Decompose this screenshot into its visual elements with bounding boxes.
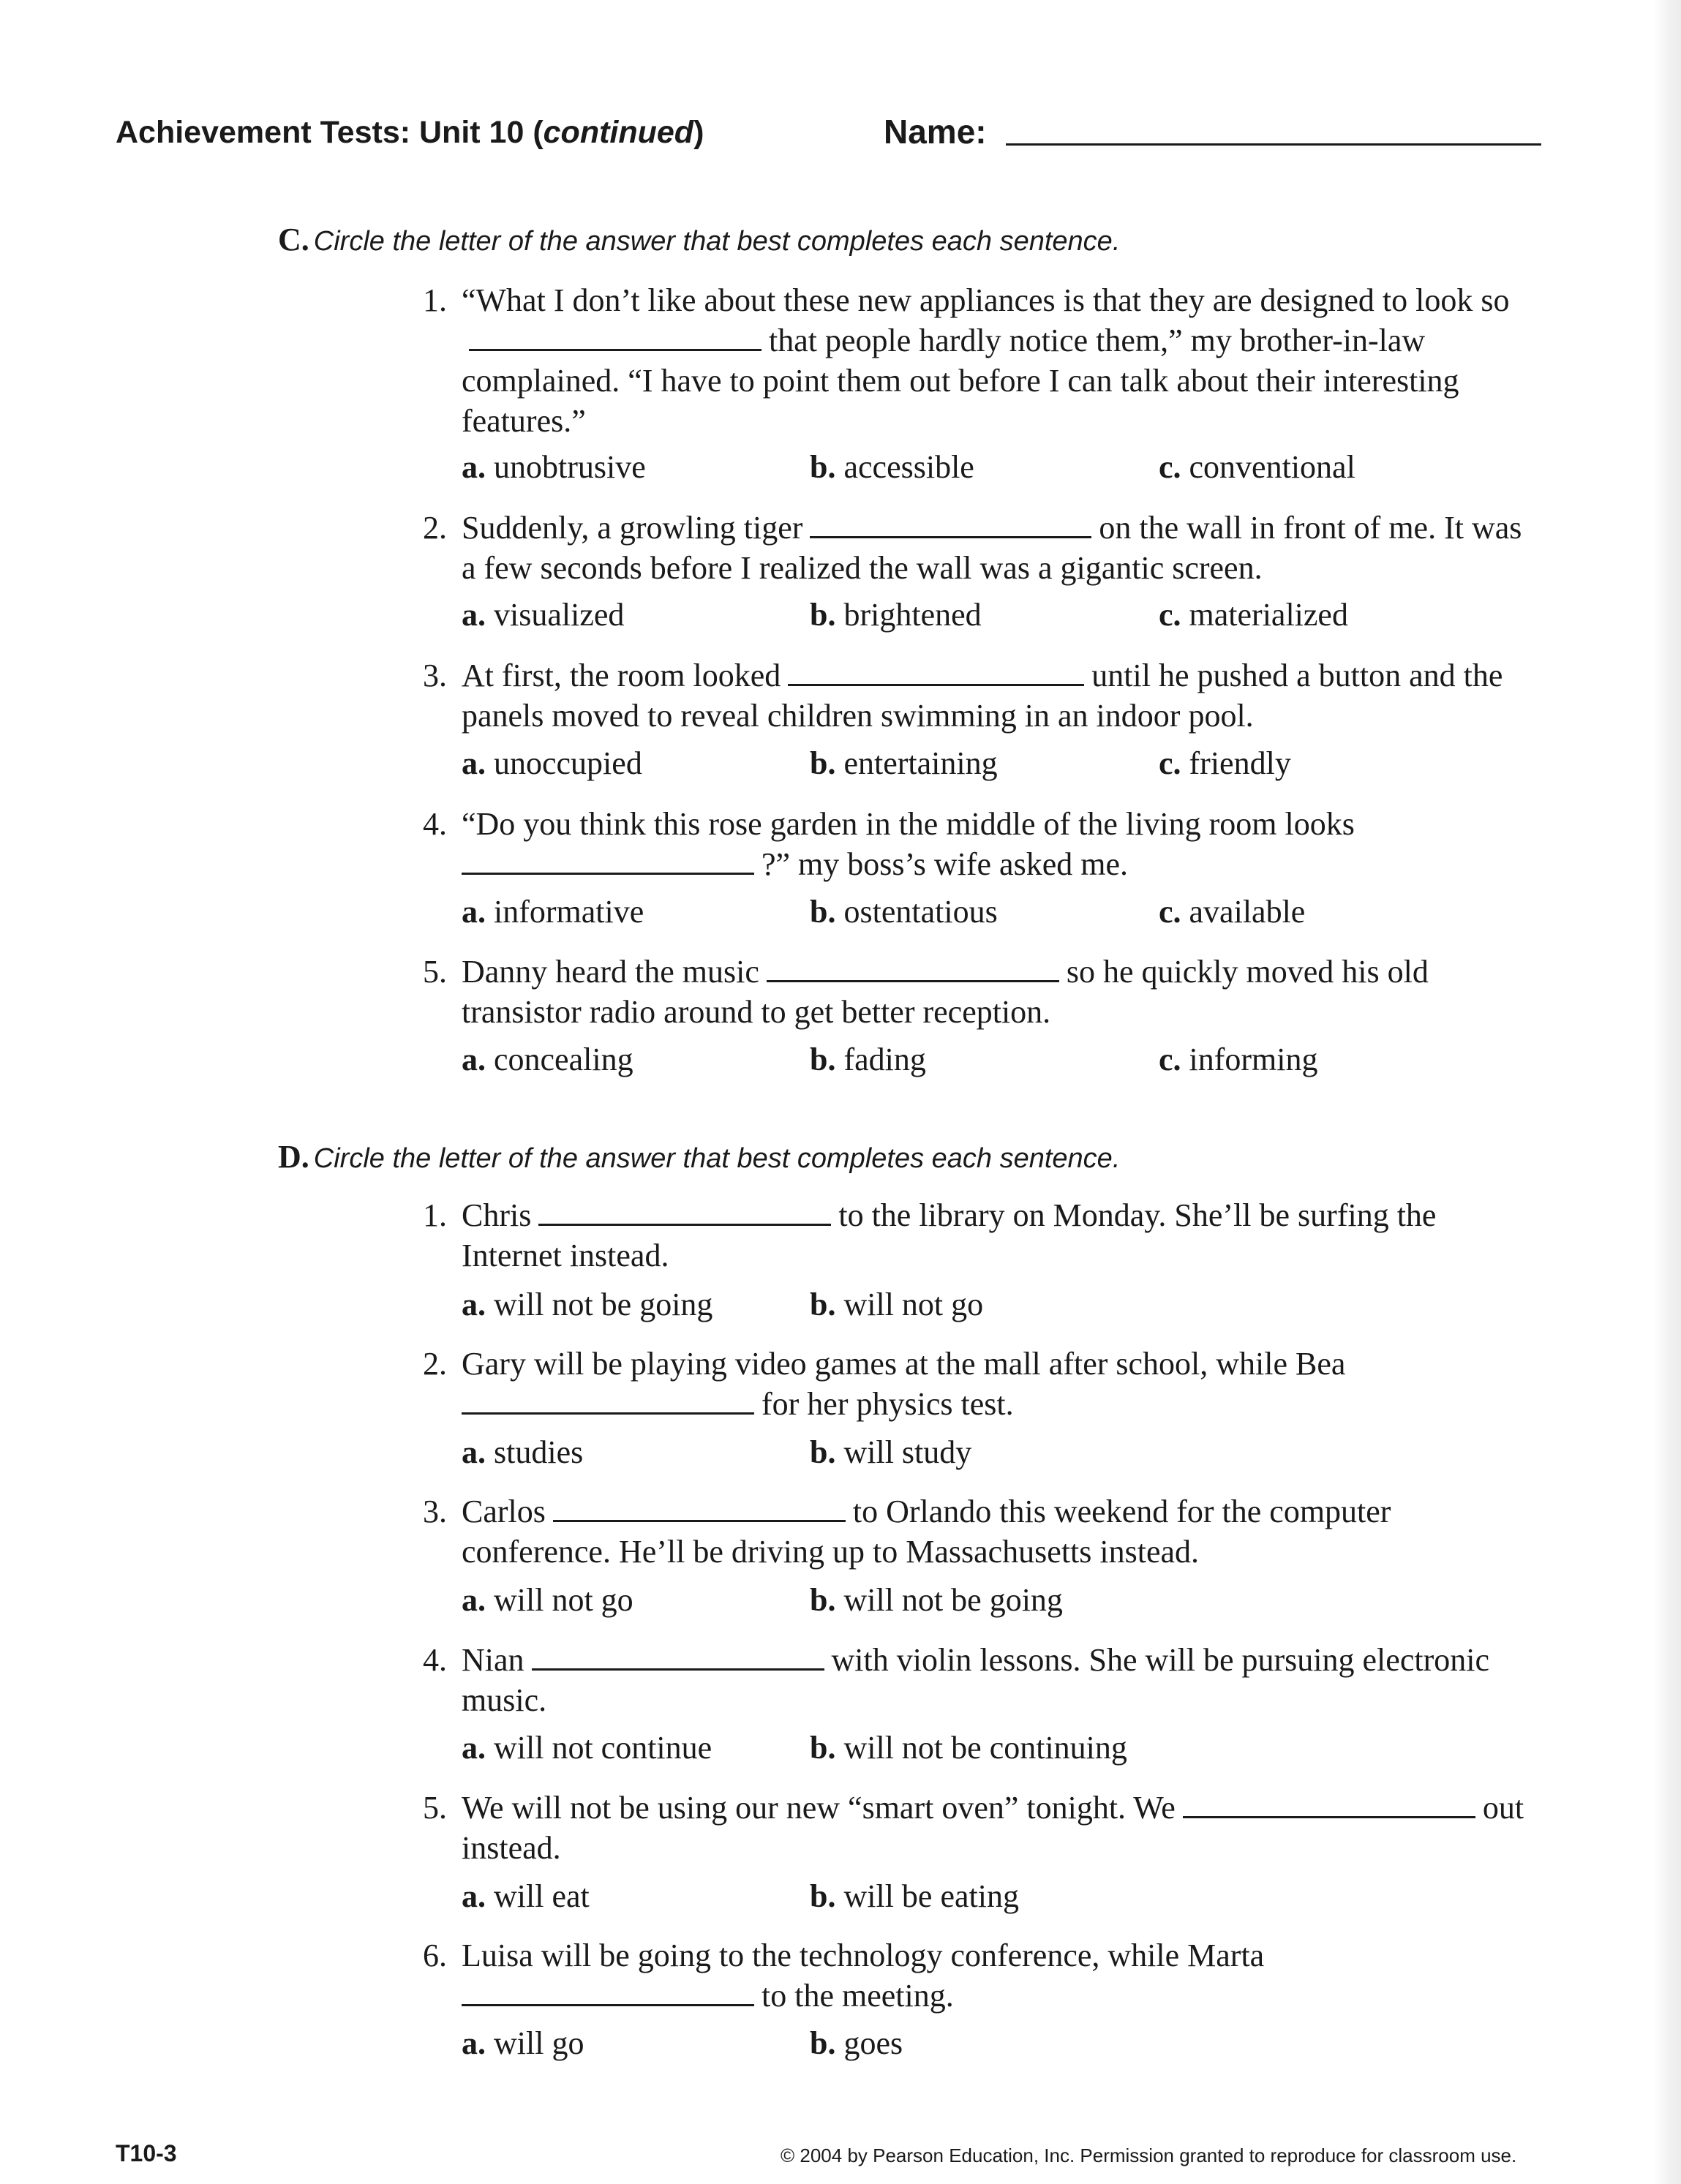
option-a[interactable]: a. will not go [462, 1582, 633, 1618]
option-c[interactable]: c. conventional [1159, 449, 1355, 485]
question-c4: 4. “Do you think this rose garden in the middle of the living room looks?” my boss’s wife asked me. [423, 806, 1355, 882]
answer-blank[interactable] [462, 1412, 754, 1415]
question-c2: 2. Suddenly, a growling tiger on the wall in front of me. It was a few seconds before I realized the wall was a gigantic screen. [423, 510, 1522, 586]
name-field-line[interactable] [1006, 143, 1541, 146]
question-d3: 3. Carlos to Orlando this weekend for the computer conference. He’ll be driving up to Massachusetts instead. [423, 1494, 1391, 1570]
option-b[interactable]: b. accessible [810, 449, 974, 485]
answer-blank[interactable] [767, 980, 1059, 982]
option-b[interactable]: b. will be eating [810, 1878, 1019, 1914]
option-b[interactable]: b. ostentatious [810, 894, 998, 930]
answer-blank[interactable] [532, 1668, 824, 1671]
option-b[interactable]: b. will not be continuing [810, 1730, 1127, 1766]
question-c5: 5. Danny heard the music so he quickly moved his old transistor radio around to get better reception. [423, 954, 1429, 1030]
answer-blank[interactable] [538, 1224, 831, 1226]
page-code: T10-3 [116, 2140, 177, 2166]
option-a[interactable]: a. will not continue [462, 1730, 712, 1766]
answer-blank[interactable] [462, 873, 754, 875]
option-c[interactable]: c. friendly [1159, 745, 1291, 781]
answer-blank[interactable] [1183, 1816, 1475, 1818]
answer-blank[interactable] [469, 349, 761, 351]
option-c[interactable]: c. informing [1159, 1042, 1318, 1077]
option-a[interactable]: a. visualized [462, 597, 625, 633]
option-a[interactable]: a. informative [462, 894, 644, 930]
answer-blank[interactable] [810, 536, 1091, 538]
page-edge-shadow [1653, 0, 1681, 2184]
option-b[interactable]: b. will study [810, 1434, 972, 1470]
option-b[interactable]: b. will not be going [810, 1582, 1063, 1618]
answer-blank[interactable] [553, 1520, 846, 1522]
option-a[interactable]: a. will eat [462, 1878, 590, 1914]
question-c1: 1. “What I don’t like about these new appliances is that they are designed to look sothat people hardly notice them,” my brother-in-law complained. “I have to point them out before I can talk about their interesting features.” [423, 282, 1510, 439]
option-c[interactable]: c. available [1159, 894, 1306, 930]
page-title: Achievement Tests: Unit 10 (continued) [116, 115, 704, 150]
option-a[interactable]: a. will go [462, 2025, 584, 2061]
question-d5: 5. We will not be using our new “smart oven” tonight. We out instead. [423, 1790, 1524, 1866]
option-a[interactable]: a. concealing [462, 1042, 633, 1077]
option-b[interactable]: b. fading [810, 1042, 926, 1077]
answer-blank[interactable] [788, 684, 1084, 686]
question-d6: 6. Luisa will be going to the technology conference, while Martato the meeting. [423, 1938, 1265, 2014]
question-d2: 2. Gary will be playing video games at the mall after school, while Beafor her physics test. [423, 1346, 1346, 1422]
option-a[interactable]: a. unobtrusive [462, 449, 646, 485]
option-b[interactable]: b. brightened [810, 597, 982, 633]
section-d-instruction: D. Circle the letter of the answer that best completes each sentence. [278, 1139, 1121, 1175]
option-b[interactable]: b. entertaining [810, 745, 998, 781]
option-a[interactable]: a. will not be going [462, 1287, 713, 1322]
option-b[interactable]: b. goes [810, 2025, 903, 2061]
option-a[interactable]: a. unoccupied [462, 745, 642, 781]
question-d1: 1. Chris to the library on Monday. She’ll be surfing the Internet instead. [423, 1197, 1437, 1273]
option-b[interactable]: b. will not go [810, 1287, 984, 1322]
option-c[interactable]: c. materialized [1159, 597, 1348, 633]
name-label: Name: [884, 113, 987, 151]
question-c3: 3. At first, the room looked until he pushed a button and the panels moved to reveal children swimming in an indoor pool. [423, 658, 1503, 734]
question-d4: 4. Nian with violin lessons. She will be pursuing electronic music. [423, 1642, 1489, 1718]
option-a[interactable]: a. studies [462, 1434, 584, 1470]
answer-blank[interactable] [462, 2004, 754, 2006]
copyright-notice: © 2004 by Pearson Education, Inc. Permission granted to reproduce for classroom use. [781, 2145, 1517, 2166]
section-c-instruction: C. Circle the letter of the answer that best completes each sentence. [278, 222, 1121, 257]
